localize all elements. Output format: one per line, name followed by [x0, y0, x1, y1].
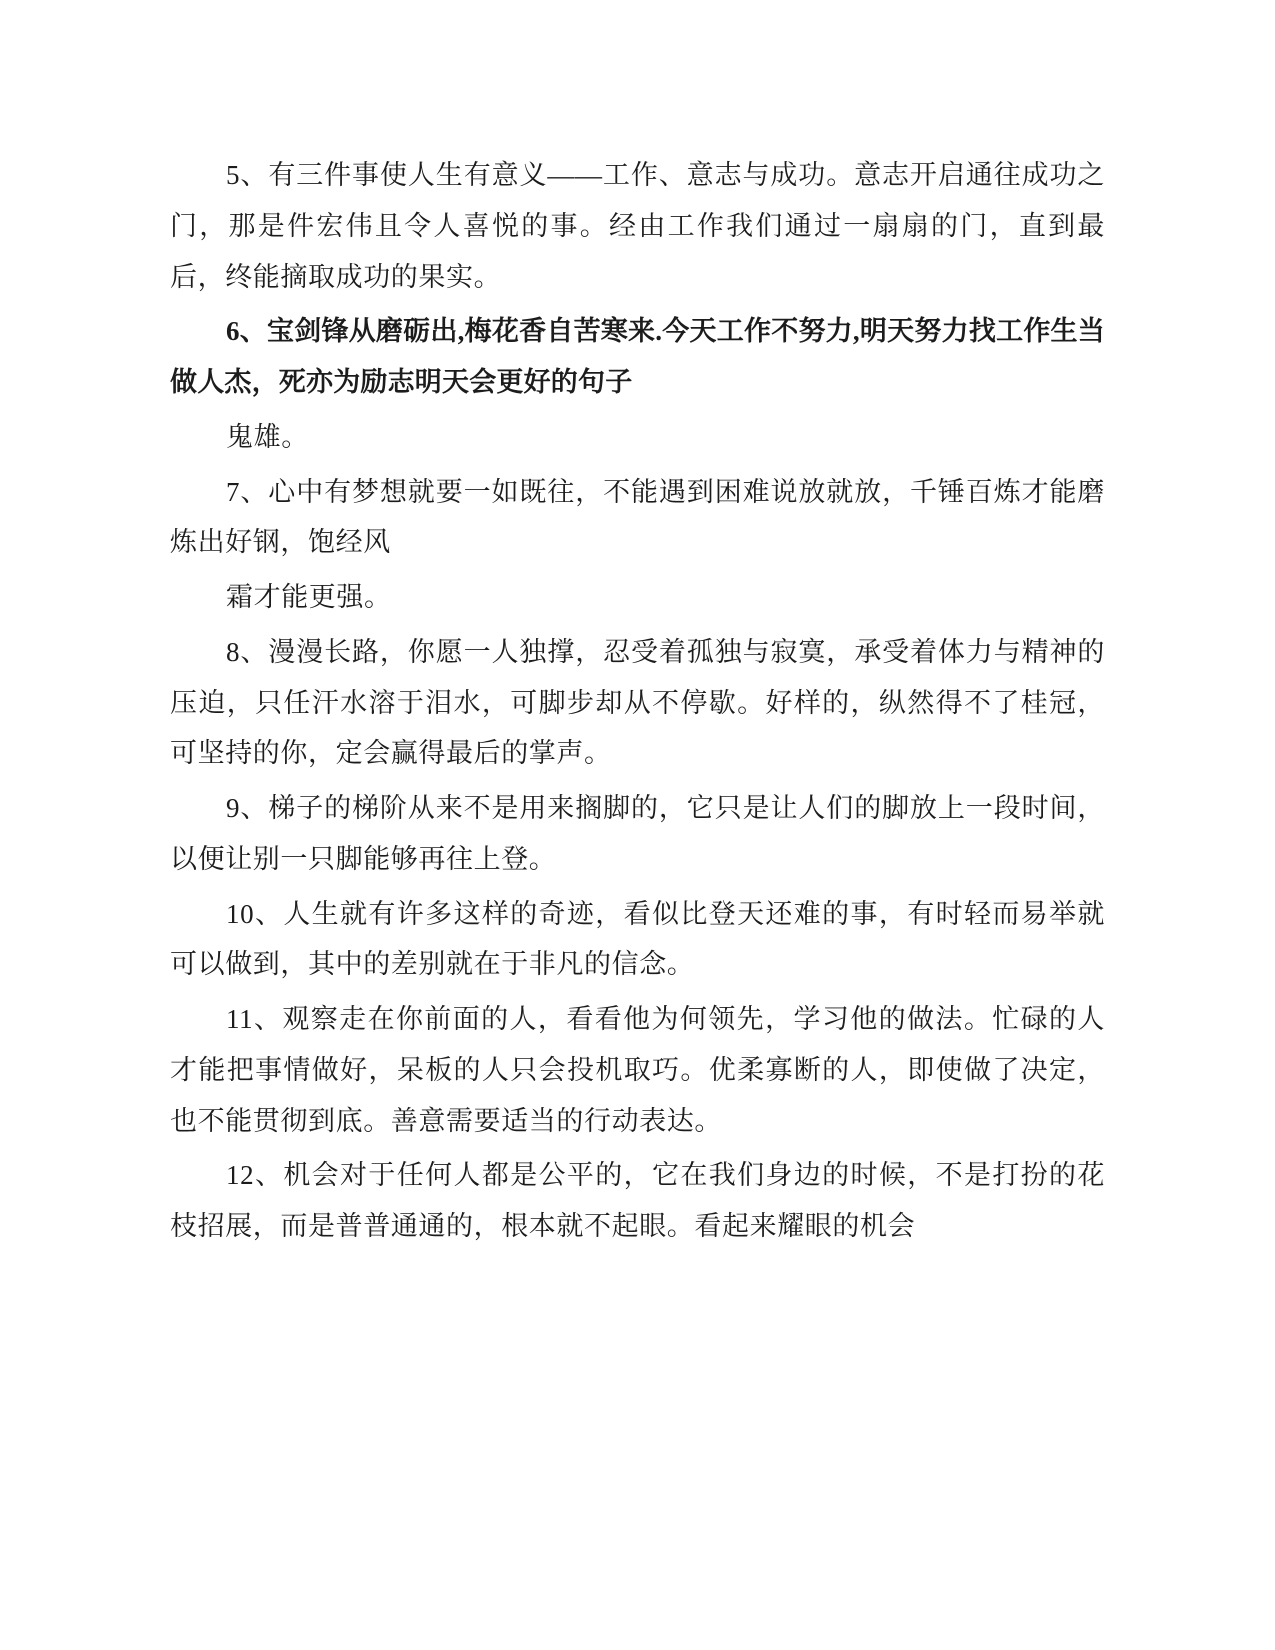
paragraph-item-9: 9、梯子的梯阶从来不是用来搁脚的，它只是让人们的脚放上一段时间，以便让别一只脚能够再往上登。 [170, 793, 1105, 874]
paragraph-item-6: 6、宝剑锋从磨砺出,梅花香自苦寒来.今天工作不努力,明天努力找工作生当做人杰，死亦为励志明天会更好的句子 [170, 316, 1105, 397]
paragraph-item-5: 5、有三件事使人生有意义——工作、意志与成功。意志开启通往成功之门，那是件宏伟且令人喜悦的事。经由工作我们通过一扇扇的门，直到最后，终能摘取成功的果实。 [170, 160, 1105, 292]
paragraph-item-7-continued: 霜才能更强。 [226, 582, 392, 612]
document-body [170, 150, 1105, 1252]
paragraph-item-11: 11、观察走在你前面的人，看看他为何领先，学习他的做法。忙碌的人才能把事情做好，呆板的人只会投机取巧。优柔寡断的人，即使做了决定，也不能贯彻到底。善意需要适当的行动表达。 [170, 1004, 1105, 1136]
paragraph-item-12: 12、机会对于任何人都是公平的，它在我们身边的时候，不是打扮的花枝招展，而是普普通通的，根本就不起眼。看起来耀眼的机会 [170, 1160, 1105, 1241]
paragraph-item-6-continued: 鬼雄。 [226, 421, 309, 452]
paragraph-item-7: 7、心中有梦想就要一如既往，不能遇到困难说放就放，千锤百炼才能磨炼出好钢，饱经风 [170, 476, 1105, 558]
paragraph-item-8: 8、漫漫长路，你愿一人独撑，忍受着孤独与寂寞，承受着体力与精神的压迫，只任汗水溶于泪水，可脚步却从不停歇。好样的，纵然得不了桂冠，可坚持的你，定会赢得最后的掌声。 [170, 636, 1105, 769]
paragraph-item-10: 10、人生就有许多这样的奇迹，看似比登天还难的事，有时轻而易举就可以做到，其中的差别就在于非凡的信念。 [170, 898, 1105, 980]
